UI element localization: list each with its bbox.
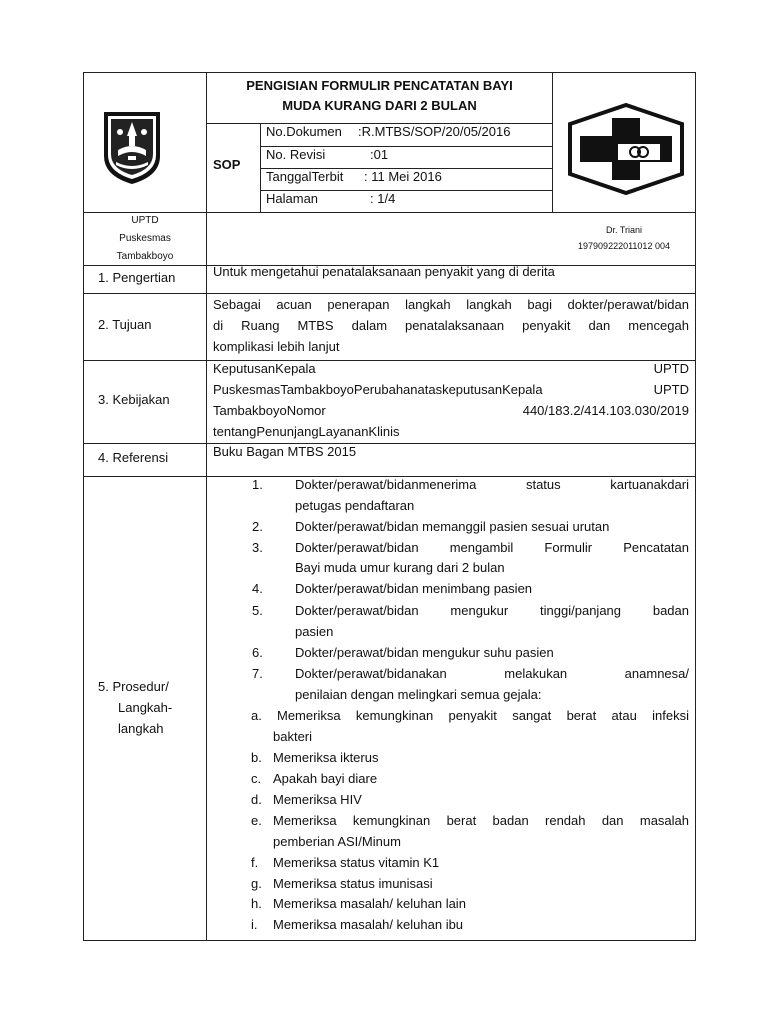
sub-e-line2: pemberian ASI/Minum — [273, 834, 401, 849]
word: mengukur — [450, 603, 509, 618]
word: Formulir — [544, 540, 593, 555]
document-title-line2: MUDA KURANG DARI 2 BULAN — [282, 98, 477, 113]
prosedur-label-line1: 5. Prosedur/ — [98, 679, 169, 694]
word: Dokter/perawat/bidan — [295, 603, 419, 618]
sub-d-line1: Memeriksa HIV — [273, 792, 362, 807]
sub-letter: f. — [251, 855, 259, 870]
word: Dokter/perawat/bidanmenerima — [295, 477, 477, 492]
tujuan-line3: komplikasi lebih lanjut — [213, 339, 340, 354]
word: Dokter/perawat/bidanakan — [295, 666, 447, 681]
referensi-text: Buku Bagan MTBS 2015 — [213, 444, 357, 459]
word: UPTD — [653, 382, 689, 397]
step-6-line1: Dokter/perawat/bidan mengukur suhu pasien — [295, 645, 554, 660]
kebijakan-label: 3. Kebijakan — [98, 392, 170, 407]
doc-number-label: No.Dokumen — [266, 124, 342, 139]
sub-letter: e. — [251, 813, 262, 828]
sub-h-line1: Memeriksa masalah/ keluhan lain — [273, 896, 466, 911]
step-number: 4. — [252, 581, 263, 596]
sub-g-line1: Memeriksa status imunisasi — [273, 876, 433, 891]
signer-block — [553, 222, 695, 254]
step-number: 1. — [252, 477, 263, 492]
tujuan-line2 — [213, 318, 689, 334]
revision-label: No. Revisi — [266, 147, 326, 162]
word: bagi — [527, 297, 552, 312]
word: dokter/perawat/bidan — [567, 297, 689, 312]
word: status — [525, 477, 561, 492]
step-4-line1: Dokter/perawat/bidan menimbang pasien — [295, 581, 533, 596]
word: melakukan — [504, 666, 568, 681]
doc-number-value: :R.MTBS/SOP/20/05/2016 — [358, 124, 511, 139]
step-2-line1: Dokter/perawat/bidan memanggil pasien sesuai urutan — [295, 519, 610, 534]
word: UPTD — [653, 361, 689, 376]
step-1-line1 — [295, 477, 689, 493]
word: rendah — [545, 813, 586, 828]
word: MTBS — [297, 318, 334, 333]
sub-b-line1: Memeriksa ikterus — [273, 750, 379, 765]
issue-date-value: : 11 Mei 2016 — [364, 169, 442, 184]
word: penerapan — [327, 297, 390, 312]
word: Memeriksa — [277, 708, 341, 723]
sub-letter: c. — [251, 771, 262, 786]
word: anamnesa/ — [624, 666, 689, 681]
prosedur-label-line2: Langkah- — [118, 700, 173, 715]
step-5-line1 — [295, 603, 689, 619]
word: penatalaksanaan — [405, 318, 505, 333]
page-value: : 1/4 — [370, 191, 396, 206]
word: Pencatatan — [623, 540, 689, 555]
word: di — [213, 318, 224, 333]
word: infeksi — [652, 708, 689, 723]
signer-name: Dr. Triani — [605, 225, 642, 235]
word: dalam — [351, 318, 388, 333]
word: langkah — [405, 297, 451, 312]
word: langkah — [466, 297, 512, 312]
word: sangat — [512, 708, 552, 723]
page-label: Halaman — [266, 191, 319, 206]
word: Ruang — [241, 318, 280, 333]
word: Sebagai — [213, 297, 261, 312]
word: mencegah — [628, 318, 689, 333]
sub-i-line1: Memeriksa masalah/ keluhan ibu — [273, 917, 464, 932]
step-3-line2: Bayi muda umur kurang dari 2 bulan — [295, 560, 505, 575]
step-number: 7. — [252, 666, 263, 681]
kebijakan-line3 — [213, 403, 689, 419]
tujuan-line1 — [213, 297, 689, 313]
sub-letter: a. — [251, 708, 262, 723]
word: dan — [601, 813, 624, 828]
word: Dokter/perawat/bidan — [295, 540, 419, 555]
sop-label: SOP — [213, 157, 241, 172]
step-7-line1 — [295, 666, 689, 682]
word: tinggi/panjang — [540, 603, 622, 618]
sub-a-line2: bakteri — [273, 729, 313, 744]
puskesmas-logo-icon — [566, 102, 686, 196]
org-line2: Puskesmas — [119, 233, 171, 244]
sub-letter: i. — [251, 917, 258, 932]
kebijakan-line1 — [213, 361, 689, 377]
word: penyakit — [448, 708, 497, 723]
kebijakan-line4: tentangPenunjangLayananKlinis — [213, 424, 400, 439]
document-title — [207, 76, 552, 116]
word: atau — [611, 708, 637, 723]
word: berat — [446, 813, 477, 828]
step-number: 2. — [252, 519, 263, 534]
word: dan — [588, 318, 611, 333]
step-5-line2: pasien — [295, 624, 334, 639]
word: penyakit — [522, 318, 571, 333]
document-title-line1: PENGISIAN FORMULIR PENCATATAN BAYI — [246, 78, 513, 93]
step-7-line2: penilaian dengan melingkari semua gejala: — [295, 687, 542, 702]
word: 440/183.2/414.103.030/2019 — [522, 403, 689, 418]
word: kemungkinan — [352, 813, 431, 828]
org-line1: UPTD — [131, 215, 159, 226]
word: KeputusanKepala — [213, 361, 316, 376]
signer-nip: 197909222011012 004 — [578, 241, 670, 251]
regency-emblem-icon — [100, 106, 164, 186]
sub-a-line1 — [277, 708, 689, 724]
kebijakan-line2 — [213, 382, 689, 398]
step-3-line1 — [295, 540, 689, 556]
step-1-line2: petugas pendaftaran — [295, 498, 415, 513]
step-number: 3. — [252, 540, 263, 555]
sub-letter: d. — [251, 792, 262, 807]
word: acuan — [276, 297, 312, 312]
tujuan-label: 2. Tujuan — [98, 317, 152, 332]
sub-c-line1: Apakah bayi diare — [273, 771, 378, 786]
word: TambakboyoNomor — [213, 403, 326, 418]
org-line3: Tambakboyo — [116, 251, 174, 262]
sub-letter: h. — [251, 896, 262, 911]
step-number: 6. — [252, 645, 263, 660]
word: kartuanakdari — [610, 477, 689, 492]
pengertian-text: Untuk mengetahui penatalaksanaan penyakit yang di derita — [213, 264, 555, 279]
word: badan — [652, 603, 689, 618]
referensi-label: 4. Referensi — [98, 450, 169, 465]
issue-date-label: TanggalTerbit — [266, 169, 344, 184]
word: berat — [566, 708, 597, 723]
sub-letter: b. — [251, 750, 262, 765]
word: PuskesmasTambakboyoPerubahanataskeputusanKepala — [213, 382, 543, 397]
word: Memeriksa — [273, 813, 337, 828]
word: badan — [492, 813, 529, 828]
word: masalah — [639, 813, 689, 828]
revision-value: :01 — [370, 147, 389, 162]
step-number: 5. — [252, 603, 263, 618]
prosedur-label — [98, 676, 172, 739]
sub-f-line1: Memeriksa status vitamin K1 — [273, 855, 440, 870]
word: kemungkinan — [355, 708, 434, 723]
sub-e-line1 — [273, 813, 689, 829]
sub-letter: g. — [251, 876, 262, 891]
prosedur-label-line3: langkah — [118, 721, 164, 736]
word: mengambil — [449, 540, 514, 555]
organization-name — [84, 212, 206, 266]
pengertian-label: 1. Pengertian — [98, 270, 176, 285]
